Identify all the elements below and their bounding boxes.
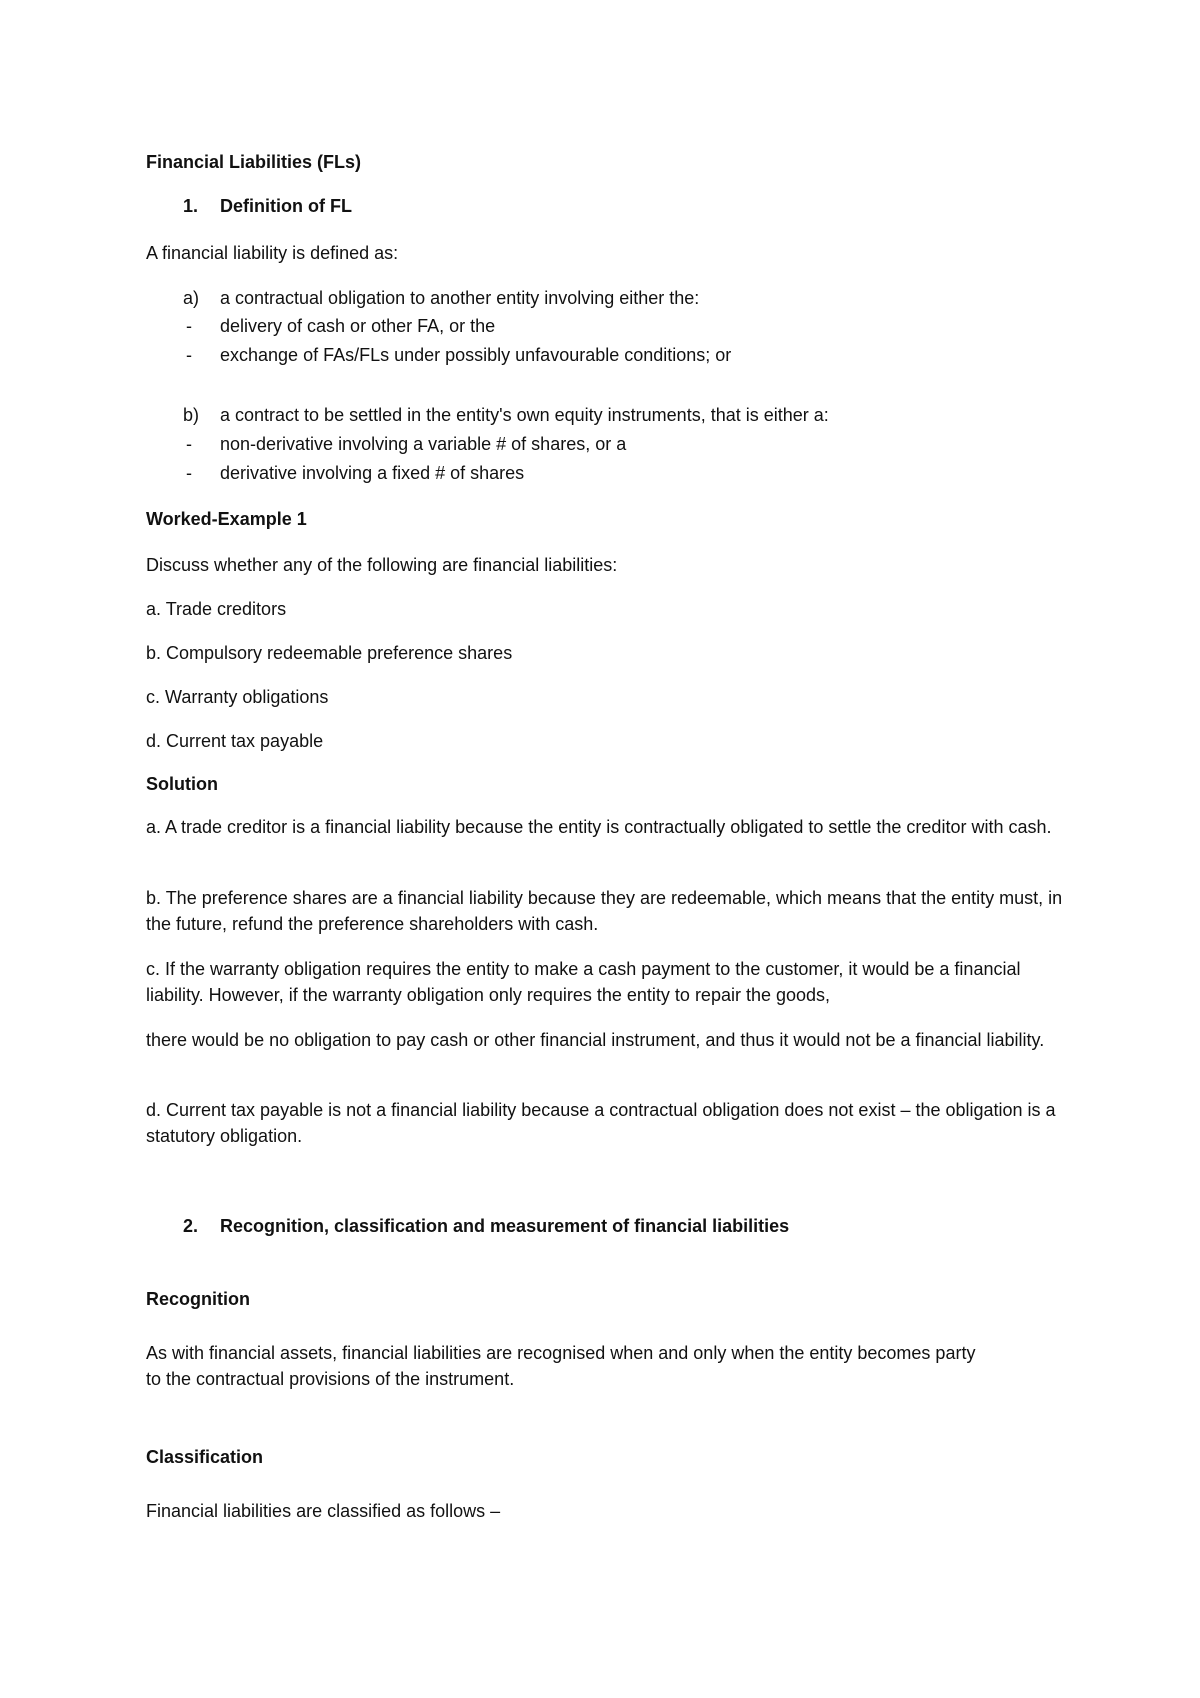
example-item: d. Current tax payable <box>146 731 324 751</box>
solution-a: a. A trade creditor is a financial liability because the entity is contractually obligated to settle the creditor with cash. <box>146 817 1052 837</box>
definition-a-label: a) <box>183 288 200 308</box>
section-2-heading: Recognition, classification and measurement of financial liabilities <box>220 1216 790 1236</box>
example-item: b. Compulsory redeemable preference shares <box>146 643 513 663</box>
solution-heading: Solution <box>146 774 218 794</box>
classification-heading: Classification <box>146 1447 264 1467</box>
section-1-number: 1. <box>183 196 199 216</box>
bullet-dash: - <box>186 463 192 483</box>
definition-intro: A financial liability is defined as: <box>146 243 399 263</box>
example-question: Discuss whether any of the following are financial liabilities: <box>146 555 618 575</box>
definition-b-label: b) <box>183 405 200 425</box>
solution-b: b. The preference shares are a financial liability because they are redeemable, which means that the entity must, in the future, refund the preference shareholders with cash. <box>146 888 1063 934</box>
definition-a-bullet: exchange of FAs/FLs under possibly unfavourable conditions; or <box>220 345 732 365</box>
solution-c-part1: c. If the warranty obligation requires the entity to make a cash payment to the customer, it would be a financial liability. However, if the warranty obligation only requires the entity to repair the goods, <box>146 959 1021 1005</box>
solution-d: d. Current tax payable is not a financial liability because a contractual obligation does not exist – the obligation is a statutory obligation. <box>146 1100 1056 1146</box>
bullet-dash: - <box>186 316 192 336</box>
definition-b-bullet: derivative involving a fixed # of shares <box>220 463 525 483</box>
example-item: a. Trade creditors <box>146 599 287 619</box>
bullet-dash: - <box>186 434 192 454</box>
definition-a-text: a contractual obligation to another entity involving either the: <box>220 288 700 308</box>
definition-a-bullet: delivery of cash or other FA, or the <box>220 316 496 336</box>
classification-text: Financial liabilities are classified as follows – <box>146 1501 501 1521</box>
section-2-number: 2. <box>183 1216 199 1236</box>
bullet-dash: - <box>186 345 192 365</box>
example-item: c. Warranty obligations <box>146 687 329 707</box>
section-1-heading: Definition of FL <box>220 196 352 216</box>
example-heading: Worked-Example 1 <box>146 509 307 529</box>
document-title: Financial Liabilities (FLs) <box>146 152 362 172</box>
recognition-text: As with financial assets, financial liabilities are recognised when and only when the entity becomes party to the contractual provisions of the instrument. <box>146 1343 976 1389</box>
definition-b-bullet: non-derivative involving a variable # of shares, or a <box>220 434 627 454</box>
solution-c-part2: there would be no obligation to pay cash or other financial instrument, and thus it would not be a financial liability. <box>146 1030 1045 1050</box>
definition-b-text: a contract to be settled in the entity's own equity instruments, that is either a: <box>220 405 829 425</box>
recognition-heading: Recognition <box>146 1289 250 1309</box>
